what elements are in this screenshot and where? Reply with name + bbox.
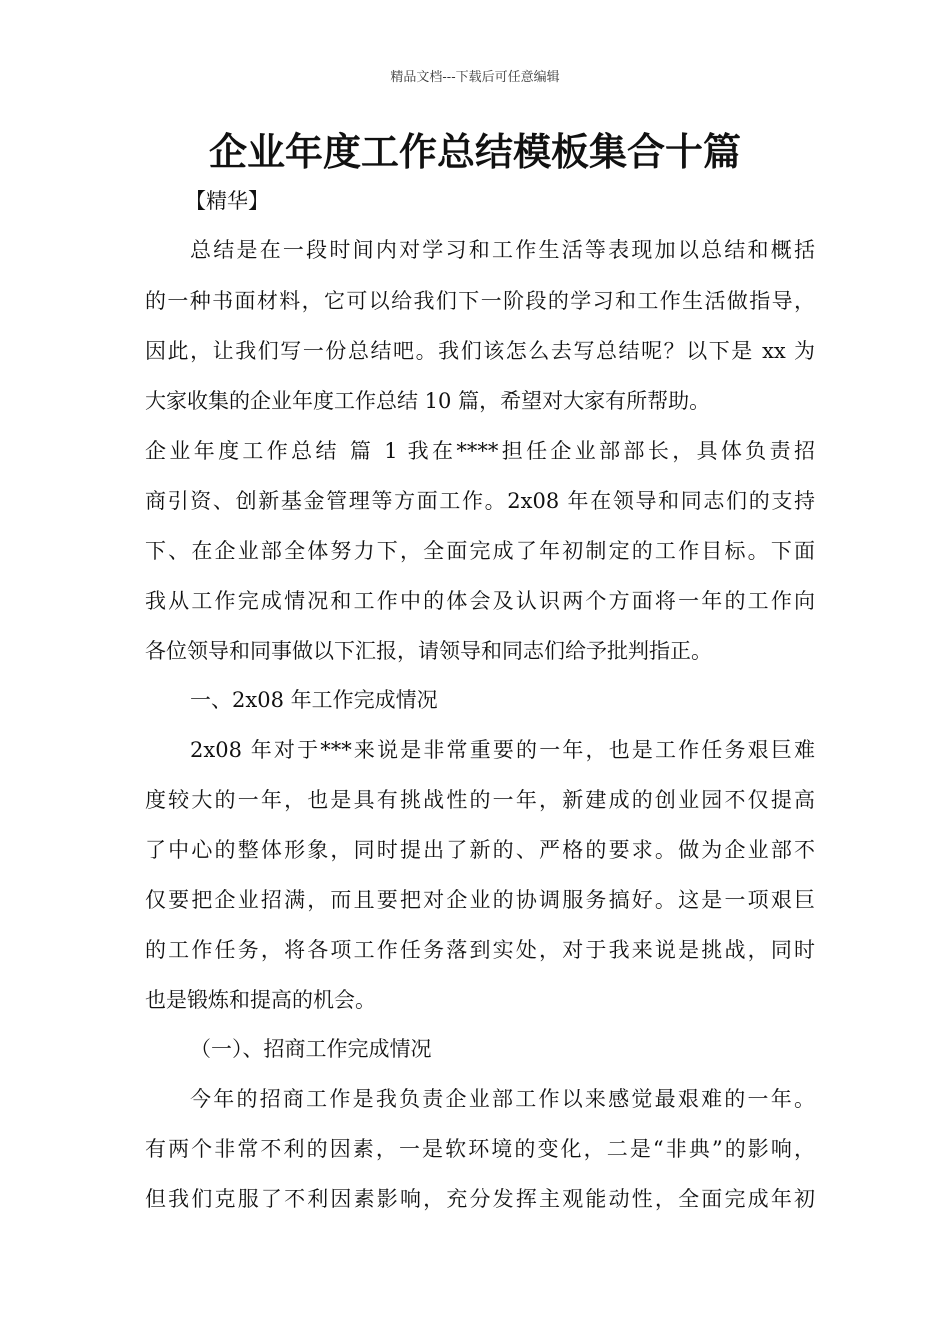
document-tag: 【精华】 [185, 189, 269, 213]
section1-line: 企业年度工作总结 篇 1 我在****担任企业部部长，具体负责招 [145, 439, 815, 463]
paragraph-line: 仅要把企业招满，而且要把对企业的协调服务搞好。这是一项艰巨 [145, 888, 815, 912]
section1-line: 下、在企业部全体努力下，全面完成了年初制定的工作目标。下面 [145, 539, 815, 563]
intro-line: 因此，让我们写一份总结吧。我们该怎么去写总结呢？以下是 xx 为 [145, 339, 815, 363]
paragraph-line: 有两个非常不利的因素，一是软环境的变化，二是“非典”的影响， [145, 1137, 815, 1161]
intro-line: 大家收集的企业年度工作总结 10 篇，希望对大家有所帮助。 [145, 389, 711, 413]
document-title: 企业年度工作总结模板集合十篇 [208, 130, 741, 174]
subsection-heading: （一）、招商工作完成情况 [190, 1037, 432, 1061]
section1-line: 商引资、创新基金管理等方面工作。2x08 年在领导和同志们的支持 [145, 489, 815, 513]
page-header: 精品文档---下载后可任意编辑 [390, 70, 560, 85]
section1-line: 各位领导和同事做以下汇报，请领导和同志们给予批判指正。 [145, 639, 712, 663]
intro-line: 总结是在一段时间内对学习和工作生活等表现加以总结和概括 [190, 238, 815, 262]
paragraph-line: 今年的招商工作是我负责企业部工作以来感觉最艰难的一年。 [190, 1087, 815, 1111]
paragraph-line: 的工作任务，将各项工作任务落到实处，对于我来说是挑战，同时 [145, 938, 815, 962]
paragraph-line: 也是锻炼和提高的机会。 [145, 988, 376, 1012]
section1-line: 我从工作完成情况和工作中的体会及认识两个方面将一年的工作向 [145, 589, 815, 613]
paragraph-line: 度较大的一年，也是具有挑战性的一年，新建成的创业园不仅提高 [145, 788, 815, 812]
paragraph-line: 了中心的整体形象，同时提出了新的、严格的要求。做为企业部不 [145, 838, 815, 862]
paragraph-line: 2x08 年对于***来说是非常重要的一年，也是工作任务艰巨难 [190, 738, 815, 762]
section-heading: 一、2x08 年工作完成情况 [190, 688, 438, 712]
intro-line: 的一种书面材料，它可以给我们下一阶段的学习和工作生活做指导， [145, 289, 815, 313]
paragraph-line: 但我们克服了不利因素影响，充分发挥主观能动性，全面完成年初 [145, 1187, 815, 1211]
